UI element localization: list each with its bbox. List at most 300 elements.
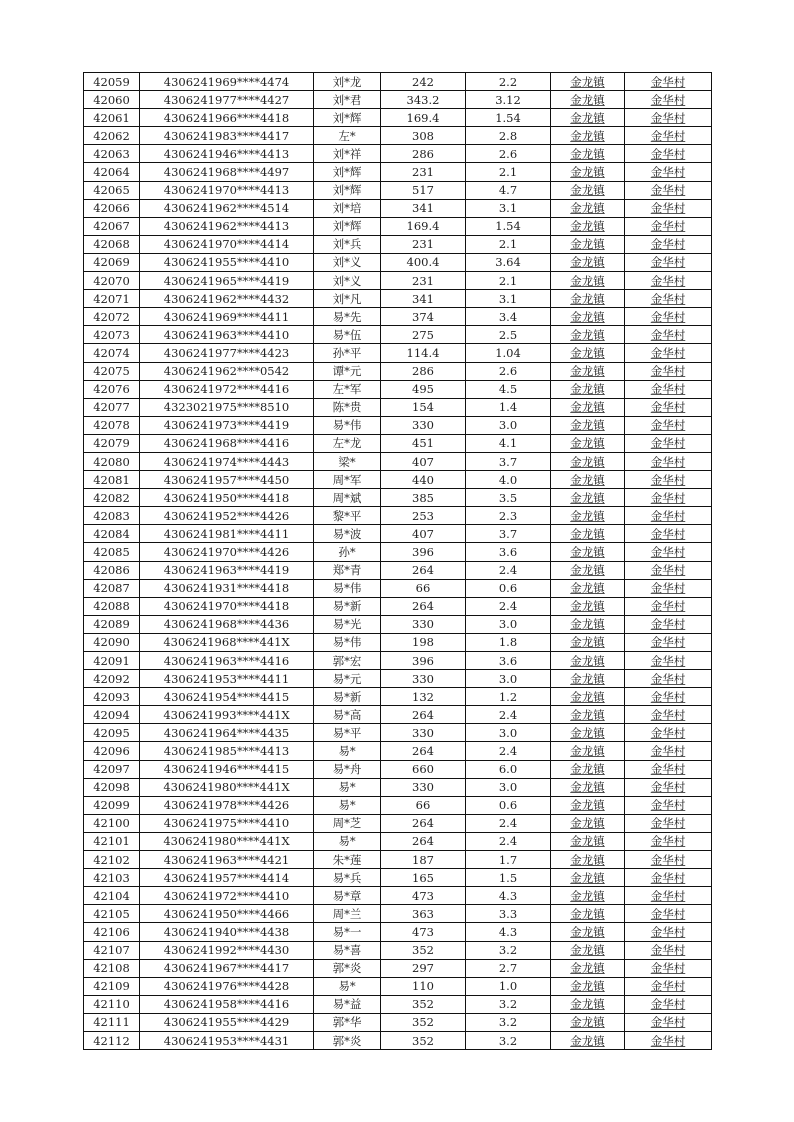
- name-cell: 刘*培: [314, 199, 381, 217]
- town-cell: [551, 561, 625, 579]
- amount-cell: 473: [381, 887, 466, 905]
- name-cell: 郭*炎: [314, 959, 381, 977]
- name-cell: 易*伍: [314, 326, 381, 344]
- village-cell: [625, 814, 712, 832]
- row-number-cell: 42063: [84, 145, 140, 163]
- area-cell: 3.3: [466, 905, 551, 923]
- village-cell-text: 金华村: [650, 110, 686, 125]
- table-row: [84, 1013, 712, 1031]
- id-number-cell: 4306241957****4450: [140, 471, 314, 489]
- table-row: [84, 181, 712, 199]
- village-cell: [625, 362, 712, 380]
- row-number-cell: 42099: [84, 796, 140, 814]
- village-cell: [625, 380, 712, 398]
- amount-cell: 385: [381, 489, 466, 507]
- town-cell-text: 金龙镇: [570, 165, 605, 180]
- amount-cell: 495: [381, 380, 466, 398]
- id-number-cell: 4306241975****4410: [140, 814, 314, 832]
- town-cell: [551, 760, 625, 778]
- id-number-cell: 4306241950****4418: [140, 489, 314, 507]
- village-cell: [625, 1031, 712, 1049]
- id-number-cell: 4306241946****4415: [140, 760, 314, 778]
- village-cell: [625, 887, 712, 905]
- id-number-cell: 4306241970****4418: [140, 597, 314, 615]
- name-cell: 周*兰: [314, 905, 381, 923]
- table-row: [84, 380, 712, 398]
- town-cell-text: 金龙镇: [570, 201, 605, 216]
- table-row: [84, 362, 712, 380]
- table-row: [84, 760, 712, 778]
- amount-cell: 660: [381, 760, 466, 778]
- area-cell: 2.1: [466, 163, 551, 181]
- id-number-cell: 4306241963****4421: [140, 851, 314, 869]
- name-cell: 孙*: [314, 543, 381, 561]
- row-number-cell: 42090: [84, 633, 140, 651]
- town-cell: [551, 91, 625, 109]
- row-number-cell: 42065: [84, 181, 140, 199]
- village-cell-text: 金华村: [650, 291, 686, 306]
- table-row: [84, 887, 712, 905]
- area-cell: 2.4: [466, 814, 551, 832]
- table-row: [84, 615, 712, 633]
- town-cell: [551, 724, 625, 742]
- table-row: [84, 941, 712, 959]
- village-cell: [625, 941, 712, 959]
- village-cell: [625, 91, 712, 109]
- table-row: [84, 688, 712, 706]
- village-cell-text: 金华村: [650, 146, 686, 161]
- row-number-cell: 42081: [84, 471, 140, 489]
- village-cell: [625, 706, 712, 724]
- id-number-cell: 4306241980****441X: [140, 832, 314, 850]
- name-cell: 朱*莲: [314, 851, 381, 869]
- amount-cell: 114.4: [381, 344, 466, 362]
- name-cell: 刘*君: [314, 91, 381, 109]
- table-row: [84, 670, 712, 688]
- town-cell-text: 金龙镇: [570, 816, 605, 831]
- name-cell: 刘*辉: [314, 109, 381, 127]
- area-cell: 0.6: [466, 579, 551, 597]
- row-number-cell: 42079: [84, 434, 140, 452]
- area-cell: 3.2: [466, 1031, 551, 1049]
- town-cell: [551, 109, 625, 127]
- area-cell: 1.8: [466, 633, 551, 651]
- village-cell: [625, 851, 712, 869]
- village-cell: [625, 796, 712, 814]
- amount-cell: 198: [381, 633, 466, 651]
- table-row: [84, 995, 712, 1013]
- row-number-cell: 42107: [84, 941, 140, 959]
- town-cell: [551, 290, 625, 308]
- name-cell: 易*一: [314, 923, 381, 941]
- area-cell: 1.04: [466, 344, 551, 362]
- village-cell-text: 金华村: [650, 255, 686, 270]
- village-cell-text: 金华村: [650, 544, 686, 559]
- area-cell: 3.6: [466, 652, 551, 670]
- town-cell-text: 金龙镇: [570, 219, 605, 234]
- area-cell: 3.2: [466, 995, 551, 1013]
- area-cell: 4.0: [466, 471, 551, 489]
- amount-cell: 407: [381, 452, 466, 470]
- town-cell: [551, 525, 625, 543]
- village-cell-text: 金华村: [650, 418, 686, 433]
- village-cell: [625, 652, 712, 670]
- town-cell-text: 金龙镇: [570, 327, 605, 342]
- table-row: [84, 91, 712, 109]
- village-cell: [625, 109, 712, 127]
- village-cell-text: 金华村: [650, 436, 686, 451]
- area-cell: 6.0: [466, 760, 551, 778]
- id-number-cell: 4306241952****4426: [140, 507, 314, 525]
- village-cell-text: 金华村: [650, 563, 686, 578]
- table-row: [84, 543, 712, 561]
- row-number-cell: 42075: [84, 362, 140, 380]
- area-cell: 1.7: [466, 851, 551, 869]
- table-row: [84, 163, 712, 181]
- area-cell: 1.5: [466, 869, 551, 887]
- name-cell: 易*章: [314, 887, 381, 905]
- town-cell-text: 金龙镇: [570, 888, 605, 903]
- table-row: [84, 217, 712, 235]
- row-number-cell: 42109: [84, 977, 140, 995]
- town-cell-text: 金龙镇: [570, 490, 605, 505]
- row-number-cell: 42095: [84, 724, 140, 742]
- name-cell: 易*: [314, 832, 381, 850]
- table-row: [84, 344, 712, 362]
- area-cell: 3.2: [466, 1013, 551, 1031]
- town-cell-text: 金龙镇: [570, 943, 605, 958]
- id-number-cell: 4306241967****4417: [140, 959, 314, 977]
- town-cell-text: 金龙镇: [570, 617, 605, 632]
- town-cell-text: 金龙镇: [570, 671, 605, 686]
- id-number-cell: 4306241940****4438: [140, 923, 314, 941]
- row-number-cell: 42093: [84, 688, 140, 706]
- village-cell: [625, 344, 712, 362]
- area-cell: 3.0: [466, 724, 551, 742]
- village-cell: [625, 905, 712, 923]
- name-cell: 易*: [314, 977, 381, 995]
- id-number-cell: 4306241993****441X: [140, 706, 314, 724]
- table-row: [84, 272, 712, 290]
- town-cell-text: 金龙镇: [570, 870, 605, 885]
- village-cell: [625, 1013, 712, 1031]
- table-row: [84, 308, 712, 326]
- area-cell: 2.6: [466, 145, 551, 163]
- village-cell-text: 金华村: [650, 943, 686, 958]
- row-number-cell: 42105: [84, 905, 140, 923]
- name-cell: 易*伟: [314, 579, 381, 597]
- town-cell: [551, 941, 625, 959]
- row-number-cell: 42102: [84, 851, 140, 869]
- area-cell: 2.3: [466, 507, 551, 525]
- table-row: [84, 507, 712, 525]
- row-number-cell: 42092: [84, 670, 140, 688]
- name-cell: 左*: [314, 127, 381, 145]
- village-cell: [625, 724, 712, 742]
- row-number-cell: 42067: [84, 217, 140, 235]
- village-cell: [625, 688, 712, 706]
- id-number-cell: 4306241968****441X: [140, 633, 314, 651]
- village-cell: [625, 326, 712, 344]
- village-cell-text: 金华村: [650, 834, 686, 849]
- town-cell: [551, 905, 625, 923]
- town-cell: [551, 959, 625, 977]
- town-cell: [551, 652, 625, 670]
- row-number-cell: 42098: [84, 778, 140, 796]
- area-cell: 3.7: [466, 452, 551, 470]
- amount-cell: 352: [381, 1013, 466, 1031]
- name-cell: 易*: [314, 796, 381, 814]
- village-cell: [625, 507, 712, 525]
- row-number-cell: 42069: [84, 253, 140, 271]
- table-row: [84, 1031, 712, 1049]
- table-row: [84, 253, 712, 271]
- id-number-cell: 4306241985****4413: [140, 742, 314, 760]
- area-cell: 3.0: [466, 670, 551, 688]
- town-cell: [551, 398, 625, 416]
- area-cell: 1.4: [466, 398, 551, 416]
- village-cell: [625, 163, 712, 181]
- id-number-cell: 4306241968****4497: [140, 163, 314, 181]
- amount-cell: 286: [381, 362, 466, 380]
- village-cell-text: 金华村: [650, 961, 686, 976]
- id-number-cell: 4306241966****4418: [140, 109, 314, 127]
- name-cell: 易*新: [314, 688, 381, 706]
- amount-cell: 286: [381, 145, 466, 163]
- town-cell-text: 金龙镇: [570, 689, 605, 704]
- town-cell: [551, 1013, 625, 1031]
- table-row: [84, 724, 712, 742]
- row-number-cell: 42061: [84, 109, 140, 127]
- village-cell: [625, 398, 712, 416]
- table-row: [84, 235, 712, 253]
- village-cell: [625, 145, 712, 163]
- town-cell: [551, 615, 625, 633]
- town-cell: [551, 452, 625, 470]
- town-cell-text: 金龙镇: [570, 725, 605, 740]
- village-cell-text: 金华村: [650, 1033, 686, 1048]
- village-cell-text: 金华村: [650, 454, 686, 469]
- village-cell: [625, 127, 712, 145]
- area-cell: 3.7: [466, 525, 551, 543]
- name-cell: 周*斌: [314, 489, 381, 507]
- town-cell: [551, 235, 625, 253]
- village-cell: [625, 760, 712, 778]
- village-cell-text: 金华村: [650, 725, 686, 740]
- name-cell: 郭*炎: [314, 1031, 381, 1049]
- town-cell: [551, 217, 625, 235]
- area-cell: 2.4: [466, 561, 551, 579]
- table-body: [84, 73, 712, 1050]
- row-number-cell: 42068: [84, 235, 140, 253]
- area-cell: 1.54: [466, 109, 551, 127]
- village-cell-text: 金华村: [650, 617, 686, 632]
- id-number-cell: 4306241931****4418: [140, 579, 314, 597]
- area-cell: 3.1: [466, 199, 551, 217]
- amount-cell: 352: [381, 1031, 466, 1049]
- name-cell: 易*先: [314, 308, 381, 326]
- town-cell-text: 金龙镇: [570, 852, 605, 867]
- village-cell-text: 金华村: [650, 707, 686, 722]
- id-number-cell: 4306241946****4413: [140, 145, 314, 163]
- name-cell: 易*伟: [314, 633, 381, 651]
- town-cell-text: 金龙镇: [570, 309, 605, 324]
- row-number-cell: 42071: [84, 290, 140, 308]
- name-cell: 孙*平: [314, 344, 381, 362]
- village-cell: [625, 543, 712, 561]
- village-cell-text: 金华村: [650, 327, 686, 342]
- village-cell-text: 金华村: [650, 689, 686, 704]
- village-cell: [625, 272, 712, 290]
- area-cell: 2.4: [466, 742, 551, 760]
- name-cell: 刘*兵: [314, 235, 381, 253]
- amount-cell: 275: [381, 326, 466, 344]
- name-cell: 刘*义: [314, 272, 381, 290]
- id-number-cell: 4306241970****4426: [140, 543, 314, 561]
- area-cell: 4.1: [466, 434, 551, 452]
- id-number-cell: 4306241977****4423: [140, 344, 314, 362]
- town-cell-text: 金龙镇: [570, 997, 605, 1012]
- area-cell: 2.4: [466, 706, 551, 724]
- amount-cell: 132: [381, 688, 466, 706]
- village-cell: [625, 670, 712, 688]
- village-cell: [625, 597, 712, 615]
- town-cell-text: 金龙镇: [570, 454, 605, 469]
- amount-cell: 169.4: [381, 217, 466, 235]
- town-cell: [551, 579, 625, 597]
- town-cell-text: 金龙镇: [570, 1015, 605, 1030]
- name-cell: 陈*贵: [314, 398, 381, 416]
- row-number-cell: 42100: [84, 814, 140, 832]
- table-row: [84, 923, 712, 941]
- village-cell-text: 金华村: [650, 74, 686, 89]
- id-number-cell: 4306241953****4411: [140, 670, 314, 688]
- area-cell: 2.8: [466, 127, 551, 145]
- id-number-cell: 4306241977****4427: [140, 91, 314, 109]
- amount-cell: 341: [381, 290, 466, 308]
- area-cell: 2.2: [466, 73, 551, 91]
- area-cell: 3.0: [466, 615, 551, 633]
- town-cell: [551, 869, 625, 887]
- row-number-cell: 42111: [84, 1013, 140, 1031]
- row-number-cell: 42083: [84, 507, 140, 525]
- town-cell: [551, 272, 625, 290]
- id-number-cell: 4306241973****4419: [140, 416, 314, 434]
- village-cell: [625, 73, 712, 91]
- id-number-cell: 4306241962****4413: [140, 217, 314, 235]
- village-cell-text: 金华村: [650, 870, 686, 885]
- village-cell-text: 金华村: [650, 599, 686, 614]
- village-cell: [625, 181, 712, 199]
- name-cell: 易*伟: [314, 416, 381, 434]
- village-cell-text: 金华村: [650, 345, 686, 360]
- amount-cell: 396: [381, 543, 466, 561]
- area-cell: 2.1: [466, 235, 551, 253]
- amount-cell: 264: [381, 706, 466, 724]
- village-cell: [625, 525, 712, 543]
- name-cell: 刘*祥: [314, 145, 381, 163]
- table-row: [84, 561, 712, 579]
- amount-cell: 231: [381, 235, 466, 253]
- village-cell: [625, 217, 712, 235]
- village-cell: [625, 416, 712, 434]
- id-number-cell: 4306241950****4466: [140, 905, 314, 923]
- village-cell-text: 金华村: [650, 852, 686, 867]
- amount-cell: 187: [381, 851, 466, 869]
- town-cell: [551, 1031, 625, 1049]
- town-cell-text: 金龙镇: [570, 183, 605, 198]
- village-cell-text: 金华村: [650, 816, 686, 831]
- village-cell: [625, 452, 712, 470]
- table-row: [84, 127, 712, 145]
- village-cell: [625, 923, 712, 941]
- town-cell-text: 金龙镇: [570, 924, 605, 939]
- town-cell: [551, 308, 625, 326]
- town-cell: [551, 597, 625, 615]
- name-cell: 周*芝: [314, 814, 381, 832]
- town-cell-text: 金龙镇: [570, 345, 605, 360]
- town-cell: [551, 145, 625, 163]
- town-cell-text: 金龙镇: [570, 400, 605, 415]
- table-row: [84, 416, 712, 434]
- village-cell-text: 金华村: [650, 906, 686, 921]
- village-cell-text: 金华村: [650, 128, 686, 143]
- village-cell: [625, 308, 712, 326]
- id-number-cell: 4306241983****4417: [140, 127, 314, 145]
- amount-cell: 330: [381, 416, 466, 434]
- row-number-cell: 42060: [84, 91, 140, 109]
- village-cell-text: 金华村: [650, 364, 686, 379]
- table-row: [84, 851, 712, 869]
- town-cell: [551, 832, 625, 850]
- table-row: [84, 652, 712, 670]
- village-cell-text: 金华村: [650, 581, 686, 596]
- id-number-cell: 4306241981****4411: [140, 525, 314, 543]
- amount-cell: 374: [381, 308, 466, 326]
- village-cell: [625, 253, 712, 271]
- table-row: [84, 905, 712, 923]
- town-cell: [551, 923, 625, 941]
- town-cell-text: 金龙镇: [570, 436, 605, 451]
- table-row: [84, 398, 712, 416]
- town-cell: [551, 814, 625, 832]
- id-number-cell: 4306241957****4414: [140, 869, 314, 887]
- table-row: [84, 145, 712, 163]
- amount-cell: 352: [381, 995, 466, 1013]
- amount-cell: 253: [381, 507, 466, 525]
- amount-cell: 264: [381, 832, 466, 850]
- name-cell: 易*高: [314, 706, 381, 724]
- table-row: [84, 525, 712, 543]
- town-cell-text: 金龙镇: [570, 291, 605, 306]
- area-cell: 4.7: [466, 181, 551, 199]
- amount-cell: 440: [381, 471, 466, 489]
- town-cell: [551, 688, 625, 706]
- area-cell: 4.5: [466, 380, 551, 398]
- amount-cell: 264: [381, 561, 466, 579]
- name-cell: 易*: [314, 742, 381, 760]
- village-cell: [625, 615, 712, 633]
- amount-cell: 330: [381, 778, 466, 796]
- town-cell: [551, 670, 625, 688]
- town-cell: [551, 995, 625, 1013]
- name-cell: 谭*元: [314, 362, 381, 380]
- table-row: [84, 706, 712, 724]
- table-row: [84, 326, 712, 344]
- village-cell: [625, 633, 712, 651]
- town-cell: [551, 489, 625, 507]
- area-cell: 1.0: [466, 977, 551, 995]
